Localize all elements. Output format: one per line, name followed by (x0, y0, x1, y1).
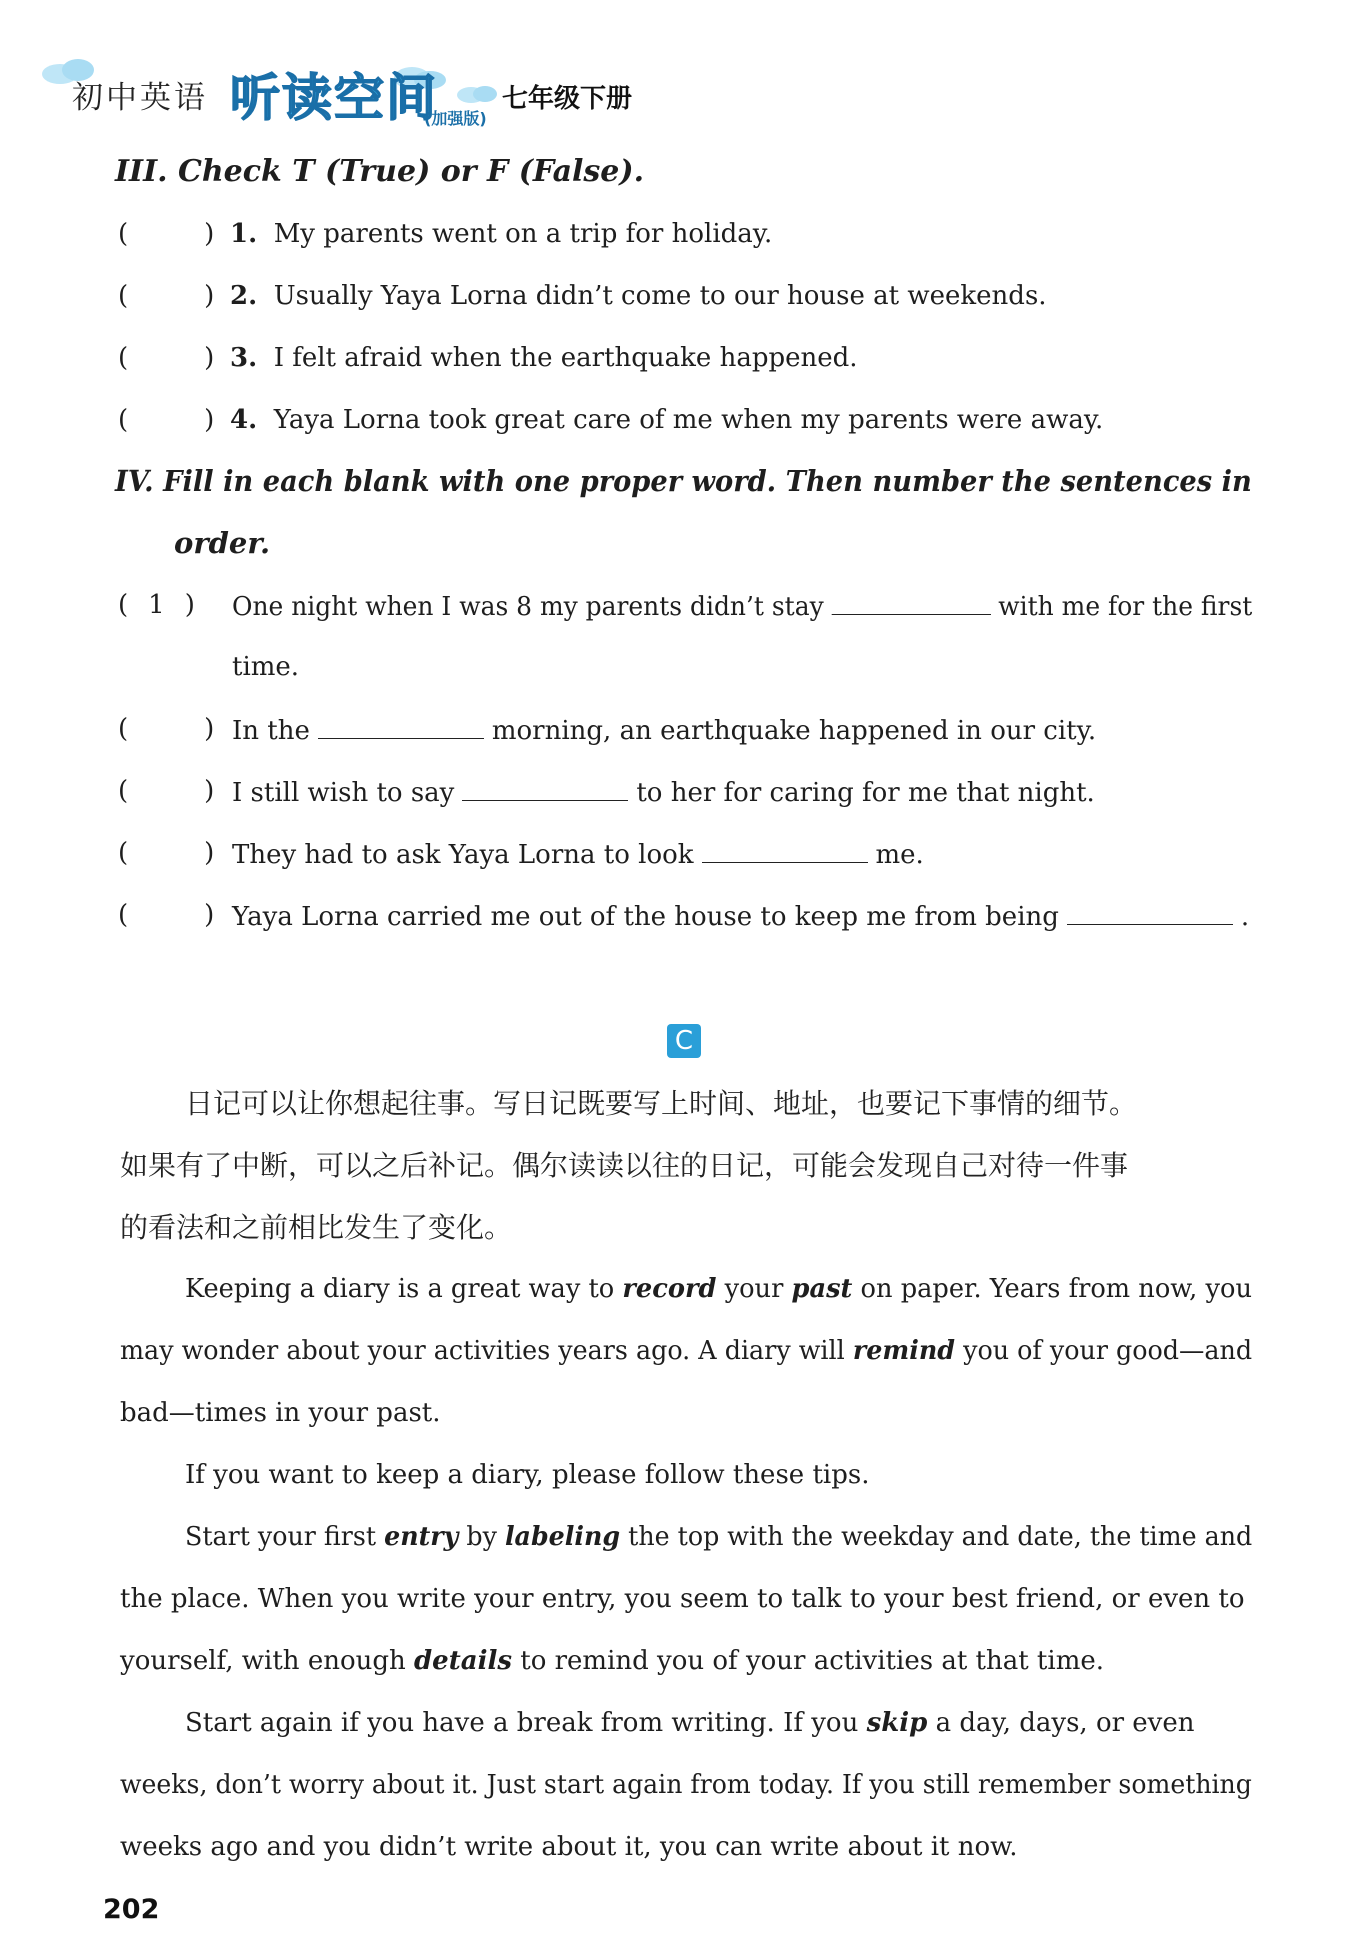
order-paren[interactable]: ( ) (118, 900, 215, 930)
section-iv-heading: IV. Fill in each blank with one proper word. Then number the sentences in (115, 464, 1252, 498)
page-header (0, 0, 1350, 140)
page-number: 202 (103, 1894, 160, 1925)
fill-sentence: Yaya Lorna carried me out of the house to keep me from being . (232, 902, 1250, 932)
chinese-intro-line: 的看法和之前相比发生了变化。 (120, 1211, 513, 1244)
passage-line: yourself, with enough details to remind you of your activities at that time. (120, 1646, 1105, 1676)
order-paren[interactable]: ( ) (118, 838, 215, 868)
keyword: skip (866, 1708, 928, 1738)
keyword: past (791, 1274, 853, 1304)
blank-field[interactable] (702, 840, 868, 863)
cloud-icon (455, 82, 499, 106)
fill-sentence: One night when I was 8 my parents didn’t stay with me for the first (232, 592, 1253, 622)
passage-line: Start again if you have a break from writing. If you skip a day, days, or even (185, 1708, 1195, 1738)
order-paren[interactable]: ( 1 ) (118, 590, 195, 620)
blank-field[interactable] (462, 778, 628, 801)
passage-line: the place. When you write your entry, you seem to talk to your best friend, or even to (120, 1584, 1245, 1614)
series-title: 初中英语 (72, 80, 208, 116)
fill-sentence-cont: time. (232, 652, 300, 682)
passage-line: weeks, don’t worry about it. Just start again from today. If you still remember something (120, 1770, 1252, 1800)
keyword: record (622, 1274, 717, 1304)
fill-sentence: I still wish to say to her for caring for me that night. (232, 778, 1095, 808)
answer-paren[interactable]: ( ) (118, 281, 215, 311)
tf-item: 4. Yaya Lorna took great care of me when my parents were away. (230, 405, 1104, 435)
blank-field[interactable] (1067, 902, 1233, 925)
fill-sentence: They had to ask Yaya Lorna to look me. (232, 840, 924, 870)
edition-label: (加强版) (424, 109, 487, 128)
passage-line: If you want to keep a diary, please follow these tips. (185, 1460, 870, 1490)
blank-field[interactable] (318, 716, 484, 739)
chinese-intro-line: 如果有了中断，可以之后补记。偶尔读读以往的日记，可能会发现自己对待一件事 (120, 1149, 1129, 1182)
section-c-badge: C (667, 1024, 701, 1058)
tf-item: 2. Usually Yaya Lorna didn’t come to our house at weekends. (230, 281, 1047, 311)
keyword: labeling (504, 1522, 621, 1552)
passage-line: weeks ago and you didn’t write about it, you can write about it now. (120, 1832, 1018, 1862)
answer-paren[interactable]: ( ) (118, 219, 215, 249)
brand-logo-text: 听读空间 (230, 69, 438, 127)
section-iv-heading-cont: order. (174, 526, 271, 560)
tf-item: 1. My parents went on a trip for holiday. (230, 219, 773, 249)
keyword: remind (852, 1336, 956, 1366)
grade-label: 七年级下册 (502, 84, 633, 114)
passage-line: Start your first entry by labeling the top with the weekday and date, the time and (185, 1522, 1253, 1552)
blank-field[interactable] (831, 592, 990, 615)
passage-line: bad—times in your past. (120, 1398, 441, 1428)
keyword: entry (384, 1522, 459, 1552)
answer-paren[interactable]: ( ) (118, 343, 215, 373)
passage-line: may wonder about your activities years ago. A diary will remind you of your good—and (120, 1336, 1253, 1366)
tf-item: 3. I felt afraid when the earthquake happened. (230, 343, 858, 373)
section-iii-heading: III. Check T (True) or F (False). (115, 154, 645, 189)
keyword: details (414, 1646, 512, 1676)
answer-paren[interactable]: ( ) (118, 405, 215, 435)
passage-line: Keeping a diary is a great way to record your past on paper. Years from now, you (185, 1274, 1252, 1304)
order-paren[interactable]: ( ) (118, 776, 215, 806)
order-paren[interactable]: ( ) (118, 714, 215, 744)
fill-sentence: In the morning, an earthquake happened in our city. (232, 716, 1097, 746)
chinese-intro-line: 日记可以让你想起往事。写日记既要写上时间、地址，也要记下事情的细节。 (185, 1087, 1138, 1120)
